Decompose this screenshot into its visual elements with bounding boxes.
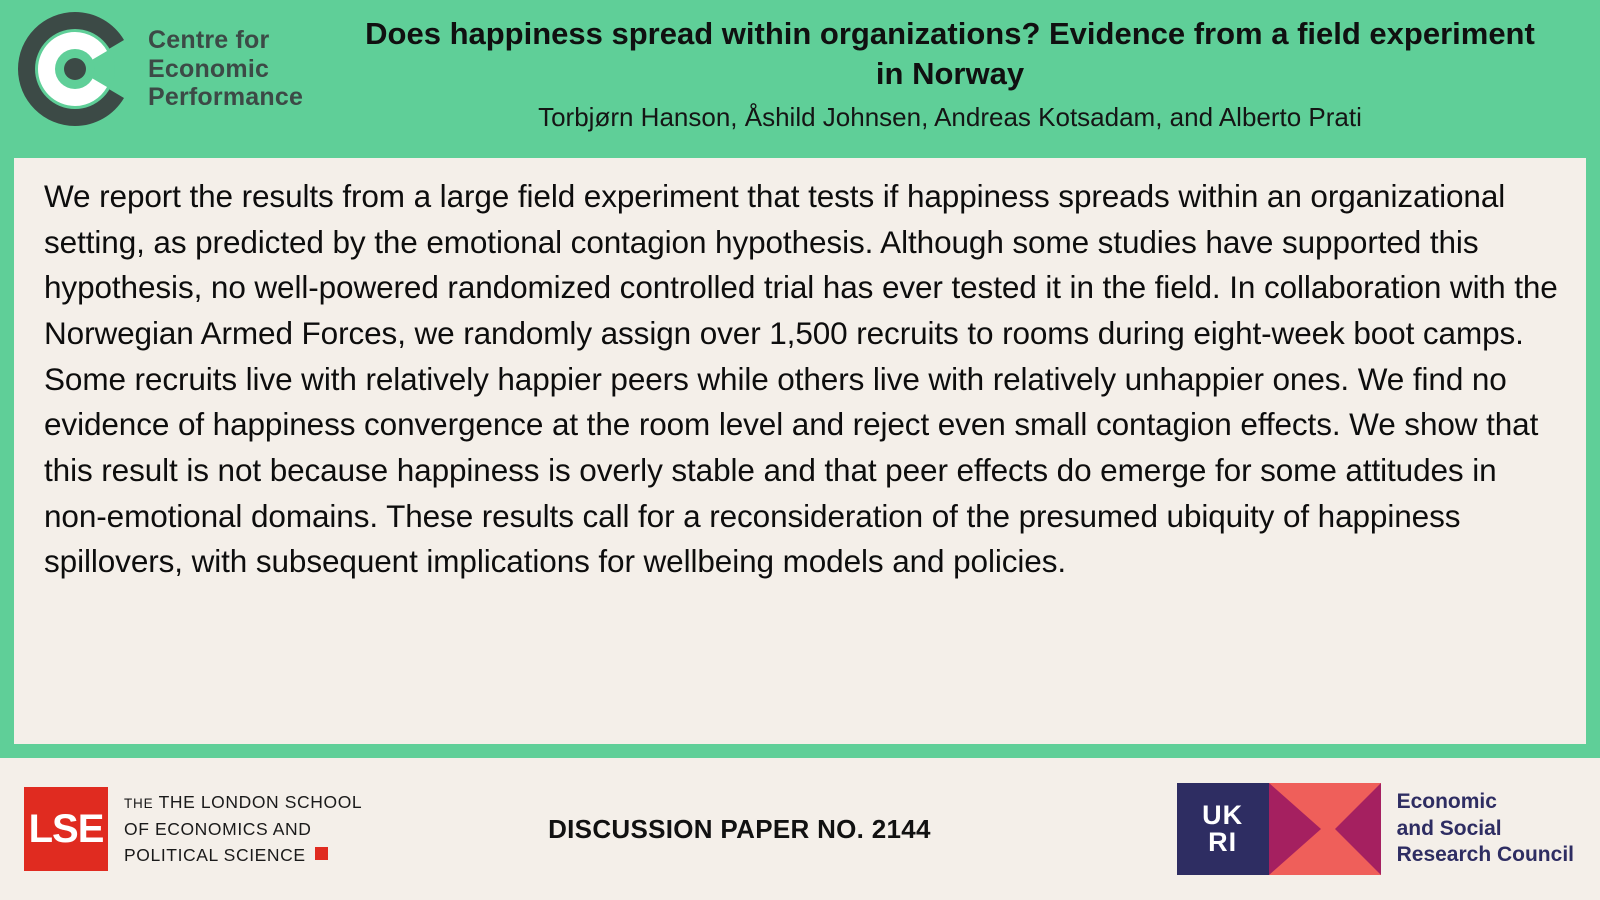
cep-logo-icon xyxy=(14,8,136,130)
lse-line-1: THE LONDON SCHOOL xyxy=(158,792,363,813)
cep-logo-line-3: Performance xyxy=(148,83,304,112)
cep-logo-line-1: Centre for xyxy=(148,26,270,55)
ukri-chevron-icon xyxy=(1269,783,1381,875)
ukri-mark-line-2: RI xyxy=(1208,827,1238,857)
cep-logo-wordmark xyxy=(148,26,303,112)
abstract-container xyxy=(0,158,1600,744)
esrc-line-3: Research Council xyxy=(1396,843,1574,867)
cep-logo xyxy=(0,0,340,130)
page-title: Does happiness spread within organizations? Evidence from a field experiment in Norway xyxy=(365,16,1535,91)
ukri-mark-icon xyxy=(1177,783,1269,875)
esrc-wordmark xyxy=(1397,789,1574,870)
abstract-text: We report the results from a large field experiment that tests if happiness spreads within an organizational setting, as predicted by the emotional contagion hypothesis. Although some studies have supported this hypothesis, no well-powered randomized controlled trial has ever tested it in the field. In collaboration with the Norwegian Armed Forces, we randomly assign over 1,500 recruits to rooms during eight-week boot camps. Some recruits live with relatively happier peers while others live with relatively unhappier ones. We find no evidence of happiness convergence at the room level and reject even small contagion effects. We show that this result is not because happiness is overly stable and that peer effects do emerge for some attitudes in non-emotional domains. These results call for a reconsideration of the presumed ubiquity of happiness spillovers, with subsequent implications for wellbeing models and policies. xyxy=(14,158,1586,744)
lse-mark-icon: LSE xyxy=(24,787,108,871)
ukri-esrc-logo xyxy=(1177,783,1580,875)
lse-line-1-the: THE xyxy=(124,796,154,812)
esrc-line-2: and Social xyxy=(1396,816,1502,840)
title-block xyxy=(340,0,1600,134)
cep-logo-line-2: Economic xyxy=(148,54,270,83)
esrc-line-1: Economic xyxy=(1396,789,1497,813)
ukri-mark-line-1: UK xyxy=(1202,800,1244,830)
footer-bar xyxy=(0,758,1600,900)
discussion-paper-number: DISCUSSION PAPER NO. 2144 xyxy=(548,813,931,844)
header-banner xyxy=(0,0,1600,158)
author-list: Torbjørn Hanson, Åshild Johnsen, Andreas Kotsadam, and Alberto Prati xyxy=(538,102,1362,133)
lse-line-2: OF ECONOMICS AND xyxy=(124,818,312,839)
lse-logo xyxy=(20,787,362,871)
lse-line-3: POLITICAL SCIENCE xyxy=(124,845,306,866)
lse-wordmark xyxy=(124,789,362,869)
lse-square-icon xyxy=(315,847,328,860)
